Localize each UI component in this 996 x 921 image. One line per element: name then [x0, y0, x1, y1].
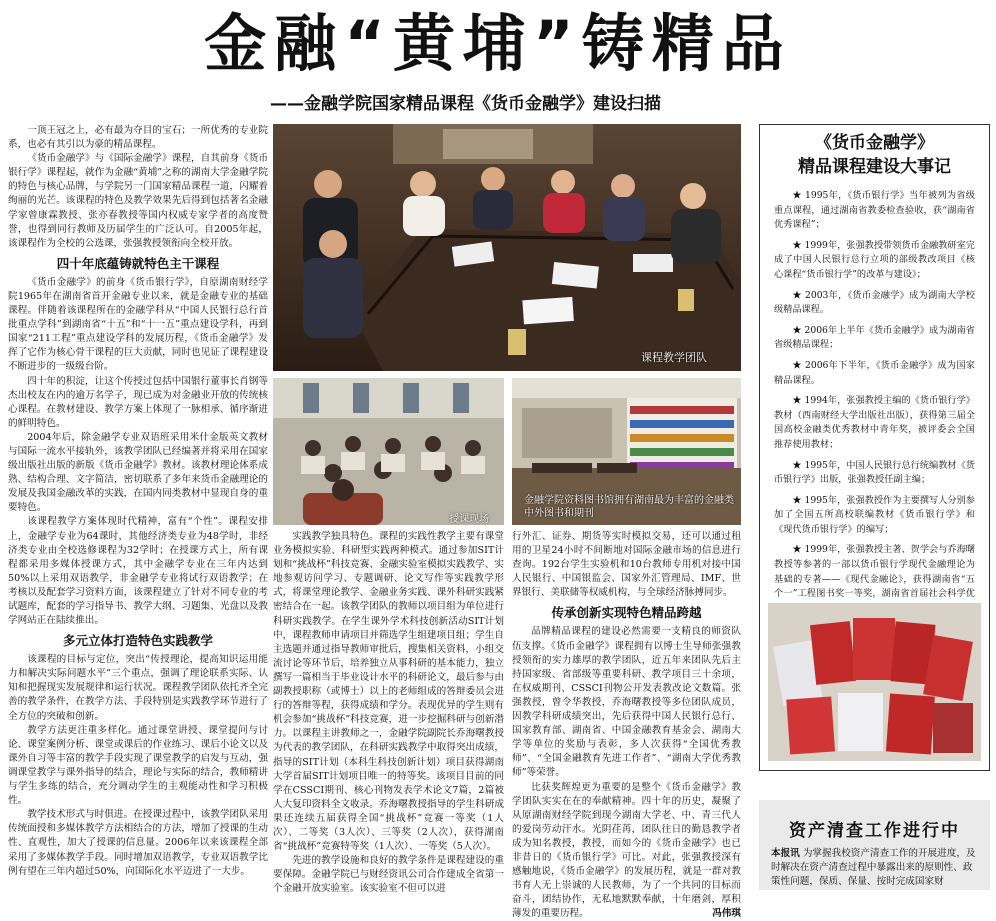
milestone-item: ★ 2006年下半年，《货币金融学》成为国家精品课程。 [774, 359, 975, 388]
milestone-item: ★ 1999年，张强教授带领货币金融教研室完成了中国人民银行总行立项的部级教改项目《核心课程“货币银行学”的改革与建设》； [774, 239, 975, 283]
paragraph: 四十年的积淀，让这个传授过包括中国银行董事长肖钢等杰出校友在内的逾万名学子，现已成为对金融业开放的传统核心课程。在教材建设、教学方案上体现了一脉相承、循序渐进的鲜明特色。 [8, 375, 268, 431]
news-brief-body: 为掌握我校资产清查工作的开展进度，及时解决在资产清查过程中暴露出来的原则性、政策性问题，保质、保量、按时完成国家财 [771, 848, 976, 887]
milestones-sidebar [759, 124, 990, 771]
milestone-item: ★ 1994年，张强教授主编的《货币银行学》教材（西南财经大学出版社出版），获得第三届全国高校金融类优秀教材中青年奖，被评委会全国推荐使用教材； [774, 394, 975, 452]
paragraph: 该课程教学方案体现时代精神，富有“个性”。课程安排上，金融学专业为64课时，其他经济类专业为48学时，非经济类专业由全校选修课程为32学时；在授课方式上，所有课程都采用多媒体授课方式，其中金融学专业在三年内达到50%以上采用双语教学，非金融学专业将试行双语教学；在考核以及配套学习资料方面，该课程建立了针对不同专业的考试题库，配套的学习指导书、教学大纲、习题集、光盘以及教学网站正在陆续推出。 [8, 515, 268, 628]
subtitle: ——金融学院国家精品课程《货币金融学》建设扫描 [270, 92, 790, 116]
milestone-item: ★ 2006年上半年《货币金融学》成为湖南省省级精品课程； [774, 324, 975, 353]
paragraph: 2004年后，除金融学专业双语班采用米什金版英文教材与国际一流水平接轨外，该教学团队已经编著并将采用在国家级出版社出版的新版《货币金融学》教材。该教材理论体系成熟、结构合理、文字简洁，密切联系了多年来货币金融理论的发展及我国金融改革的实践，在国内同类教材中显现自身的重要特色。 [8, 431, 268, 516]
photo-caption: 授课现场 [449, 510, 489, 525]
milestone-item: ★ 1995年，中国人民银行总行统编教材《货币银行学》出版，张强教授任副主编； [774, 459, 975, 488]
milestone-item: ★ 2003年，《货币金融学》成为湖南大学校级精品课程。 [774, 289, 975, 318]
paragraph: 实践教学独具特色。课程的实践性教学主要有课堂业务模拟实验、科研型实践两种模式。通过参加SIT计划和“挑战杯”科技竞赛、金融实验室模拟实践教学、实地参观访问学习、专题调研、论文写作等实践教学形式，将课堂理论教学、金融业务实践、课外科研实践紧密结合在一起。该教学团队的教师以项目组为单位进行科研实践教学。在学生课外学术科技创新活动SIT计划中，课程教师申请项目并筛选学生组建项目组；学生自主选题并通过指导教师审批后，搜集相关资料，小组交流讨论等环节后，培养独立从事科研的基本能力，独立撰写一篇相当于毕业设计水平的科研论文，最后参与由副教授职称（或博士）以上的老师组成的答辩委员会进行的答辩等程，获得成绩和学分。表现优异的学生则有机会参加“挑战杯”科技竞赛，进一步挖掘科研与创新潜力。以课程主讲教师之一，金融学院副院长乔海曙教授为代表的教学团队，在科研实践教学中取得突出成绩，指导的SIT计划（本科生科技创新计划）项目获得湖南大学首届SIT计划项目唯一的特等奖。该项目目前的同学在CSSCI期刊、核心刊物发表学术论文7篇，2篇被人大复印资料全文收录。乔海曙教授指导的学生科研成果还连续五届获得全国“挑战杯”竞赛一等奖（1人次）、二等奖（3人次）、三等奖（2人次），获得湖南省“挑战杯”竞赛特等奖（1人次）、一等奖（5人次）。 [273, 530, 504, 854]
paragraph: 《货币金融学》与《国际金融学》课程，自其前身《货币银行学》课程起，就作为金融“黄埔”之称的湖南大学金融学院的特色与核心品牌，与学院另一门国家精品课程一道，闪耀着绚丽的光芒。该课程的特色及教学效果先后得到包括著名金融学家曾康霖教授、张亦春教授等国内权威专家学者的高度赞誉，也得到同行教师及历届学生的广泛认可。自2005年起，该课程作为全校的公选课，张强教授领衔向全校开放。 [8, 152, 268, 251]
paragraph: 教学技术形式与时俱进。在授课过程中，该教学团队采用传统面授和多媒体教学方法相结合的方法，增加了授课的生动性、直观性，加大了授课的信息量。2006年以来该课程全部采用了多媒体教学手段。同时增加双语教学，专业双语教学比例有望在三年内超过50%，向国际化水平迈进了一大步。 [8, 808, 268, 878]
milestone-item: ★ 1995年，《货币银行学》当年被列为省级重点课程，通过湖南省教委检查验收，获“湖南省优秀课程”； [774, 189, 975, 233]
team-meeting-photo [273, 124, 741, 371]
award-books-photo [768, 603, 981, 761]
headline: 金融“黄埔”铸精品 [0, 6, 996, 82]
paragraph: 品牌精品课程的建设必然需要一支精良的师资队伍支撑。《货币金融学》课程拥有以博士生导师张强教授领衔的实力雄厚的教学团队，近五年来团队先后主持国家级、省部级等重要科研、教学项目三十余项，在权威期刊、CSSCI刊物公开发表教改论文数篇。张强教授，曾令华教授，乔海曙教授等多位团队成员，因教学科研成绩突出，先后获得中国人民银行总行、国家教育部、湖南省、中国金融教育基金会、湖南大学等单位的奖励与表彰，多人次获得“全国优秀教师”、“全国金融教育先进工作者”、“湖南大学优秀教师”等荣誉。 [512, 625, 741, 780]
classroom-photo [273, 378, 504, 525]
news-brief-box [759, 800, 990, 890]
library-photo [512, 378, 741, 525]
milestone-item: ★ 1999年，张强教授主著、贺学会与乔海曙教授等参著的一部以货币银行学现代金融理论为基础的专著——《现代金融论》，获得湖南省“五个一”工程图书奖一等奖，湖南省首届社会科学优 [774, 543, 975, 616]
sidebar-title-line: 《货币金融学》 [760, 131, 989, 155]
sidebar-title-line: 精品课程建设大事记 [760, 155, 989, 179]
section-heading: 多元立体打造特色实践教学 [8, 632, 268, 650]
section-heading: 传承创新实现特色精品跨越 [512, 604, 741, 622]
article-column-2 [273, 530, 504, 885]
sidebar-title [760, 131, 989, 179]
paragraph: 《货币金融学》的前身《货币银行学》，自原湖南财经学院1965年在湖南省首开金融专业以来，就是金融专业的基础课程。伴随着该课程所在的金融学科从“中国人民银行总行首批重点学科”到湖南省“十五”和“十一五”重点建设学科，再到国家“211工程”重点建设学科的发展历程，《货币金融学》发挥了它作为核心骨干课程的巨大贡献，同时也见证了课程建设不断进步的一级级台阶。 [8, 276, 268, 375]
paragraph: 教学方法更注重多样化。通过课堂讲授、课堂提问与讨论、课堂案例分析、课堂或课后的作业练习、课后小论文以及课外自习等丰富的教学手段实现了课堂教学的启发与互动，强调课堂教学与课外指导的结合，理论与实际的结合，教师精讲与学生多练的结合，充分调动学生的主观能动性和学习积极性。 [8, 724, 268, 809]
milestone-item: ★ 1995年，张强教授作为主要撰写人分别参加了全国五所高校联编教材《货币银行学》和《现代货币银行学》的编写； [774, 494, 975, 538]
photo-caption: 金融学院资料图书馆拥有湖南最为丰富的金融类中外图书和期刊 [524, 494, 734, 520]
paragraph: 一顶王冠之上，必有最为夺目的宝石；一所优秀的专业院系，也必有其引以为豪的精品课程。 [8, 124, 268, 152]
section-heading: 四十年底蕴铸就特色主干课程 [8, 255, 268, 273]
paragraph: 先进的教学设施和良好的教学条件是课程建设的重要保障。金融学院已与财经资讯公司合作建成全省第一个金融开放实验室。该实验室不但可以进 [273, 854, 504, 896]
paragraph: 该课程的目标与定位，突出“传授理论，提高知识运用能力和解决实际问题水平”三个重点，强调了理论联系实际、认知和把握现实发展规律和运行状况。课程教学团队依托齐全完善的教学条件，在教学方法、手段特别是实践教学环节进行了全方位的突破和创新。 [8, 653, 268, 723]
photo-caption: 课程教学团队 [641, 349, 707, 365]
paragraph [512, 781, 741, 921]
paragraph-text: 比获奖辉煌更为重要的是整个《货币金融学》教学团队实实在在的奉献精神。四十年的历史，凝聚了从原湖南财经学院到现今湖南大学老、中、青三代人的爱岗劳动汗水。光阴荏苒，团队往日的勤恳教学者成为知名教授，教授，而如今的《货币金融学》也已非昔日的《货币银行学》可比。对此，张强教授深有感触地说，《货币金融学》的发展历程，就是一群对教书育人无上崇诚的人民教师，为了一个共同的目标而奋斗，团结协作，无私地默默奉献，十年磨剑，厚积薄发的重要历程。 [512, 782, 741, 920]
author-byline: 冯伟琪 [693, 907, 741, 921]
news-brief-text [771, 847, 980, 889]
article-column-3 [512, 530, 741, 885]
news-brief-title: 资产清查工作进行中 [759, 816, 990, 841]
paragraph: 行外汇、证券、期货等实时模拟交易，还可以通过租用的卫星24小时不间断地对国际金融市场的信息进行查询。192台学生实验机和10台教师专用机对接中国人民银行、中国银监会、国家外汇管理局、IMF、世界银行、美联储等权威机构，与全球经济脉搏同步。 [512, 530, 741, 600]
article-column-1 [8, 124, 268, 884]
news-brief-lead: 本报讯 [771, 848, 800, 859]
